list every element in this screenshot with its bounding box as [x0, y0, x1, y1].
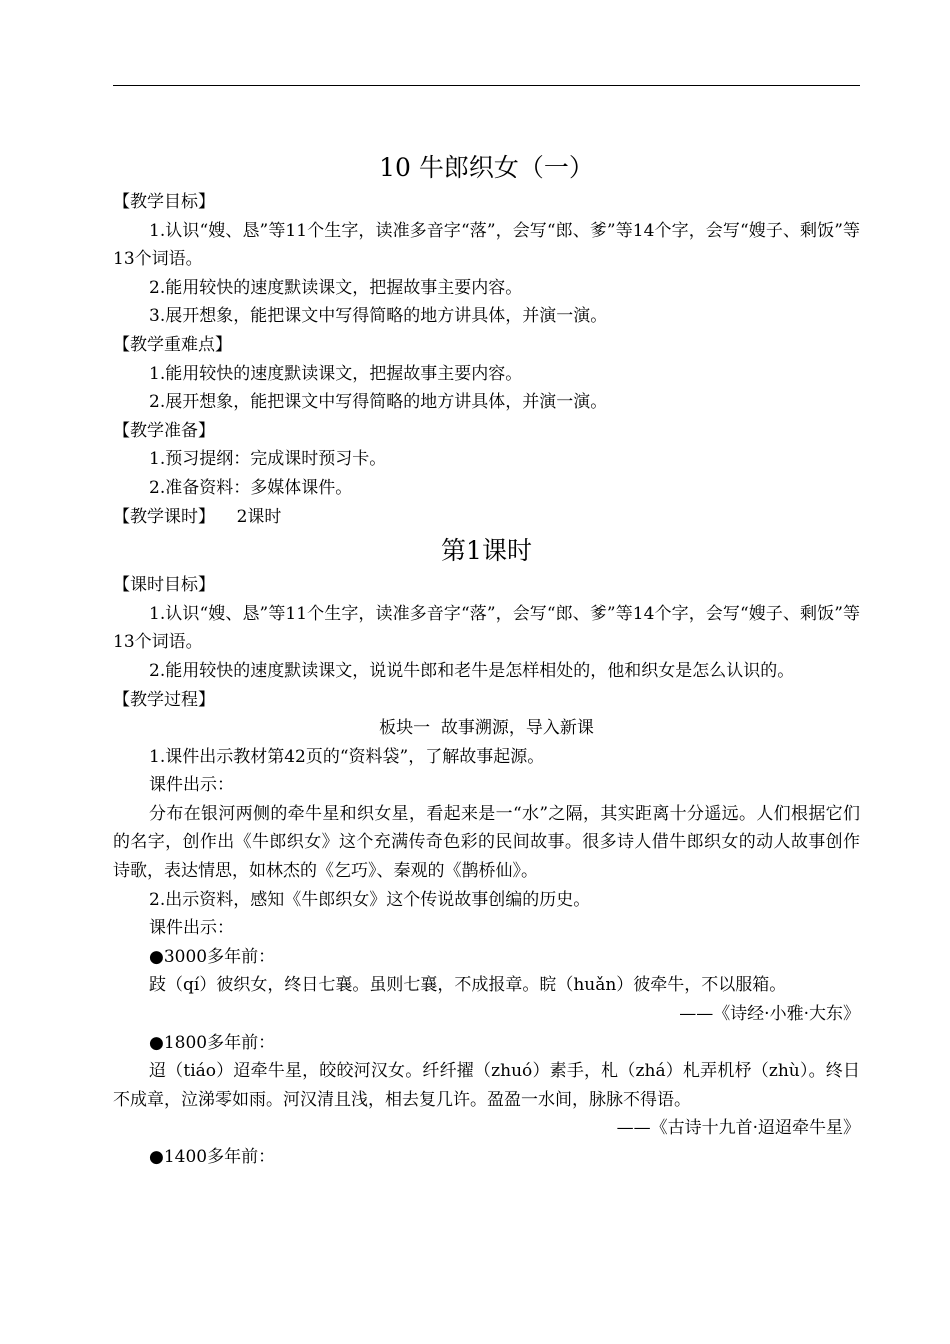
process-step: 2.出示资料，感知《牛郎织女》这个传说故事创编的历史。: [149, 889, 591, 910]
poem-text: 迢（tiáo）迢牵牛星，皎皎河汉女。纤纤擢（zhuó）素手，札（zhá）札弄机杼（zhù）。终日不成章，泣涕零如雨。河汉清且浅，相去复几许。盈盈一水间，脉脉不得语。: [113, 1061, 860, 1110]
objective-item: 2.能用较快的速度默读课文，把握故事主要内容。: [149, 277, 523, 298]
preparation-item: 1.预习提纲：完成课时预习卡。: [149, 449, 387, 470]
periods-line: 【教学课时】 2课时: [113, 506, 282, 527]
header-rule: [113, 85, 860, 86]
key-points-heading: 【教学重难点】: [113, 334, 232, 355]
process-step: 1.课件出示教材第42页的“资料袋”，了解故事起源。: [149, 746, 545, 767]
courseware-label: 课件出示：: [149, 775, 234, 796]
process-heading: 【教学过程】: [113, 689, 215, 710]
era-label: ●1800多年前：: [149, 1032, 276, 1053]
poem-source: ——《诗经·小雅·大东》: [679, 1004, 860, 1025]
courseware-text: 分布在银河两侧的牵牛星和织女星，看起来是一“水”之隔，其实距离十分遥远。人们根据它们的名字，创作出《牛郎织女》这个充满传奇色彩的民间故事。很多诗人借牛郎织女的动人故事创作诗歌，表达情思，如林杰的《乞巧》、秦观的《鹊桥仙》。: [113, 803, 860, 882]
period-goal-item: 2.能用较快的速度默读课文，说说牛郎和老牛是怎样相处的，他和织女是怎么认识的。: [149, 660, 795, 681]
document-body: [113, 148, 860, 1172]
preparation-item: 2.准备资料：多媒体课件。: [149, 477, 353, 498]
poem-source: ——《古诗十九首·迢迢牵牛星》: [616, 1118, 860, 1139]
poem-text: 跂（qí）彼织女，终日七襄。虽则七襄，不成报章。睆（huǎn）彼牵牛，不以服箱。: [149, 975, 787, 996]
courseware-label: 课件出示：: [149, 918, 234, 939]
key-point-item: 2.展开想象，能把课文中写得简略的地方讲具体，并演一演。: [149, 392, 608, 413]
block-title: 板块一 故事溯源，导入新课: [379, 718, 594, 739]
preparation-heading: 【教学准备】: [113, 420, 215, 441]
objective-item: 1.认识“嫂、恳”等11个生字，读准多音字“落”，会写“郎、爹”等14个字，会写“嫂子、剩饭”等13个词语。: [113, 220, 860, 270]
period-goals-heading: 【课时目标】: [113, 575, 215, 596]
objective-item: 3.展开想象，能把课文中写得简略的地方讲具体，并演一演。: [149, 306, 608, 327]
era-label: ●3000多年前：: [149, 946, 276, 967]
lesson-title: 10 牛郎织女（一）: [379, 153, 594, 182]
objectives-heading: 【教学目标】: [113, 192, 215, 212]
period-goal-item: 1.认识“嫂、恳”等11个生字，读准多音字“落”，会写“郎、爹”等14个字，会写“嫂子、剩饭”等13个词语。: [113, 603, 860, 653]
period-title: 第1课时: [441, 536, 532, 566]
era-label: ●1400多年前：: [149, 1147, 276, 1167]
key-point-item: 1.能用较快的速度默读课文，把握故事主要内容。: [149, 363, 523, 384]
